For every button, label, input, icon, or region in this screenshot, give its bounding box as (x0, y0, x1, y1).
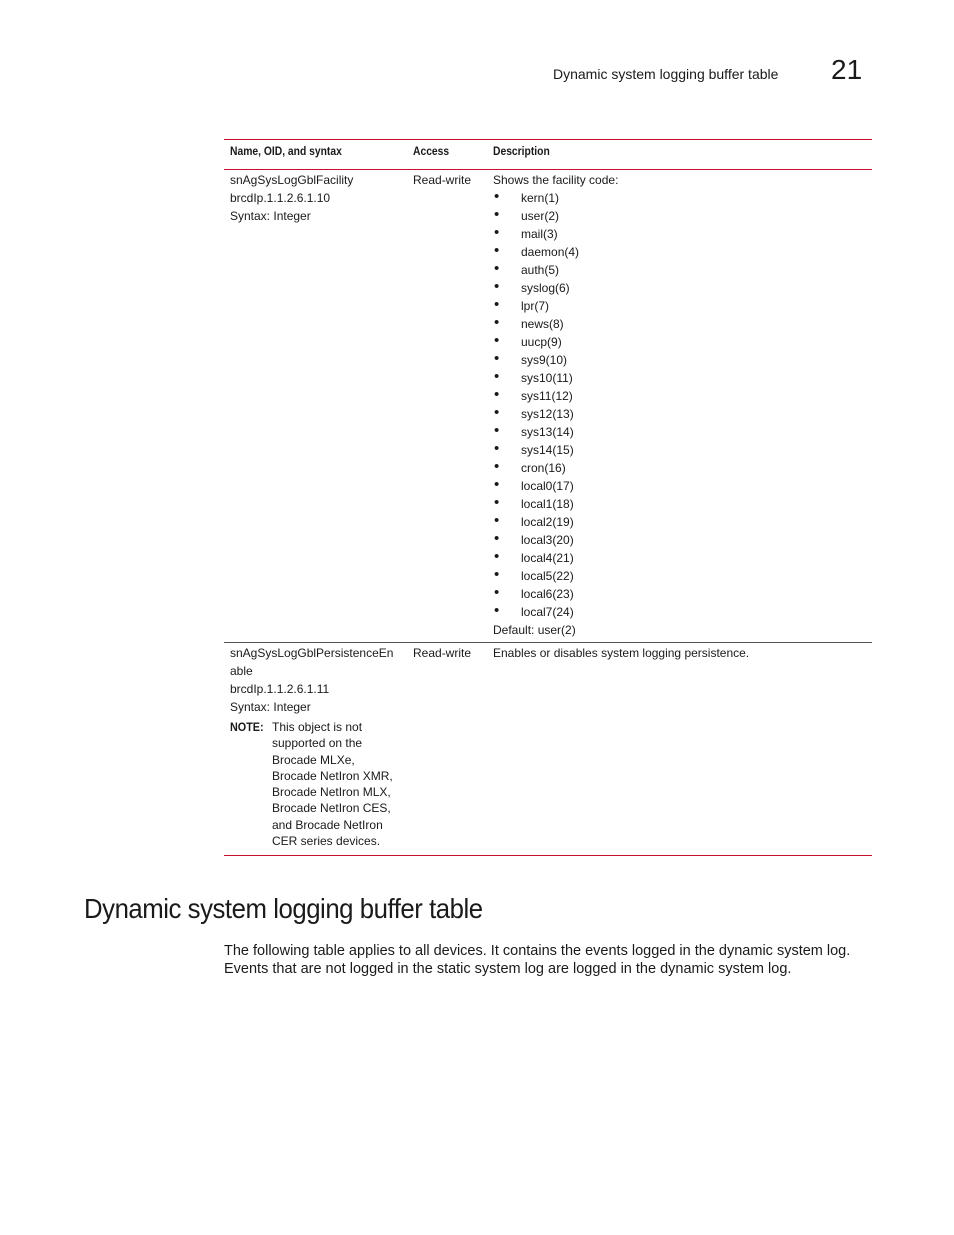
note-line: CER series devices. (272, 834, 381, 849)
note-label: NOTE: (230, 720, 264, 734)
table-header-row (224, 140, 872, 169)
object-syntax: Syntax: Integer (230, 209, 311, 223)
object-oid: brcdIp.1.1.2.6.1.10 (230, 191, 331, 205)
list-item: • user(2) (493, 207, 863, 225)
list-item: • sys12(13) (493, 405, 863, 423)
table-bottom-rule (224, 855, 872, 856)
header-section-title: Dynamic system logging buffer table (553, 66, 779, 82)
note-line: Brocade NetIron MLX, (272, 785, 391, 800)
list-item: • lpr(7) (493, 297, 863, 315)
object-syntax: Syntax: Integer (230, 700, 311, 714)
note-block (230, 719, 402, 849)
list-item: • daemon(4) (493, 243, 863, 261)
column-header-description: Description (493, 144, 550, 158)
list-item: • news(8) (493, 315, 863, 333)
section-paragraph (224, 942, 874, 978)
name-oid-syntax-cell (230, 644, 402, 849)
list-item: • sys9(10) (493, 351, 863, 369)
column-header-access: Access (413, 144, 450, 158)
section-heading: Dynamic system logging buffer table (84, 893, 483, 924)
mib-object-table (224, 139, 872, 856)
list-item: • auth(5) (493, 261, 863, 279)
object-name-continued: able (230, 664, 253, 678)
object-name: snAgSysLogGblFacility (230, 173, 354, 187)
chapter-number: 21 (831, 54, 863, 85)
object-oid: brcdIp.1.1.2.6.1.11 (230, 682, 330, 696)
note-line: Brocade MLXe, (272, 752, 355, 767)
list-item: • syslog(6) (493, 279, 863, 297)
note-line: This object is not (272, 720, 363, 734)
list-item: • local0(17) (493, 477, 863, 495)
facility-code-list (493, 189, 863, 621)
list-item: • kern(1) (493, 189, 863, 207)
list-item: • local4(21) (493, 549, 863, 567)
list-item: • sys10(11) (493, 369, 863, 387)
paragraph-line: Events that are not logged in the static system log are logged in the dynamic system log. (224, 961, 792, 977)
column-header-name: Name, OID, and syntax (230, 144, 342, 158)
access-cell: Read-write (413, 173, 472, 187)
list-item: • uucp(9) (493, 333, 863, 351)
list-item: • sys11(12) (493, 387, 863, 405)
object-name: snAgSysLogGblPersistenceEn (230, 646, 394, 660)
description-default: Default: user(2) (493, 623, 576, 637)
description-cell: Enables or disables system logging persistence. (493, 646, 750, 660)
list-item: • sys14(15) (493, 441, 863, 459)
list-item: • local6(23) (493, 585, 863, 603)
list-item: • local5(22) (493, 567, 863, 585)
description-intro: Shows the facility code: (493, 173, 619, 187)
name-oid-syntax-cell (230, 171, 402, 225)
paragraph-line: The following table applies to all devices. It contains the events logged in the dynamic system log. (224, 943, 851, 959)
list-item: • mail(3) (493, 225, 863, 243)
list-item: • cron(16) (493, 459, 863, 477)
description-cell (493, 171, 863, 639)
note-text (272, 719, 398, 849)
table-row (224, 643, 872, 855)
table-row (224, 170, 872, 642)
note-line: supported on the (272, 736, 363, 751)
list-item: • sys13(14) (493, 423, 863, 441)
list-item: • local1(18) (493, 495, 863, 513)
note-line: Brocade NetIron XMR, (272, 768, 393, 783)
list-item: • local3(20) (493, 531, 863, 549)
list-item: • local7(24) (493, 603, 863, 621)
access-cell: Read-write (413, 646, 472, 660)
note-line: and Brocade NetIron (272, 817, 383, 832)
list-item: • local2(19) (493, 513, 863, 531)
note-line: Brocade NetIron CES, (272, 801, 391, 816)
